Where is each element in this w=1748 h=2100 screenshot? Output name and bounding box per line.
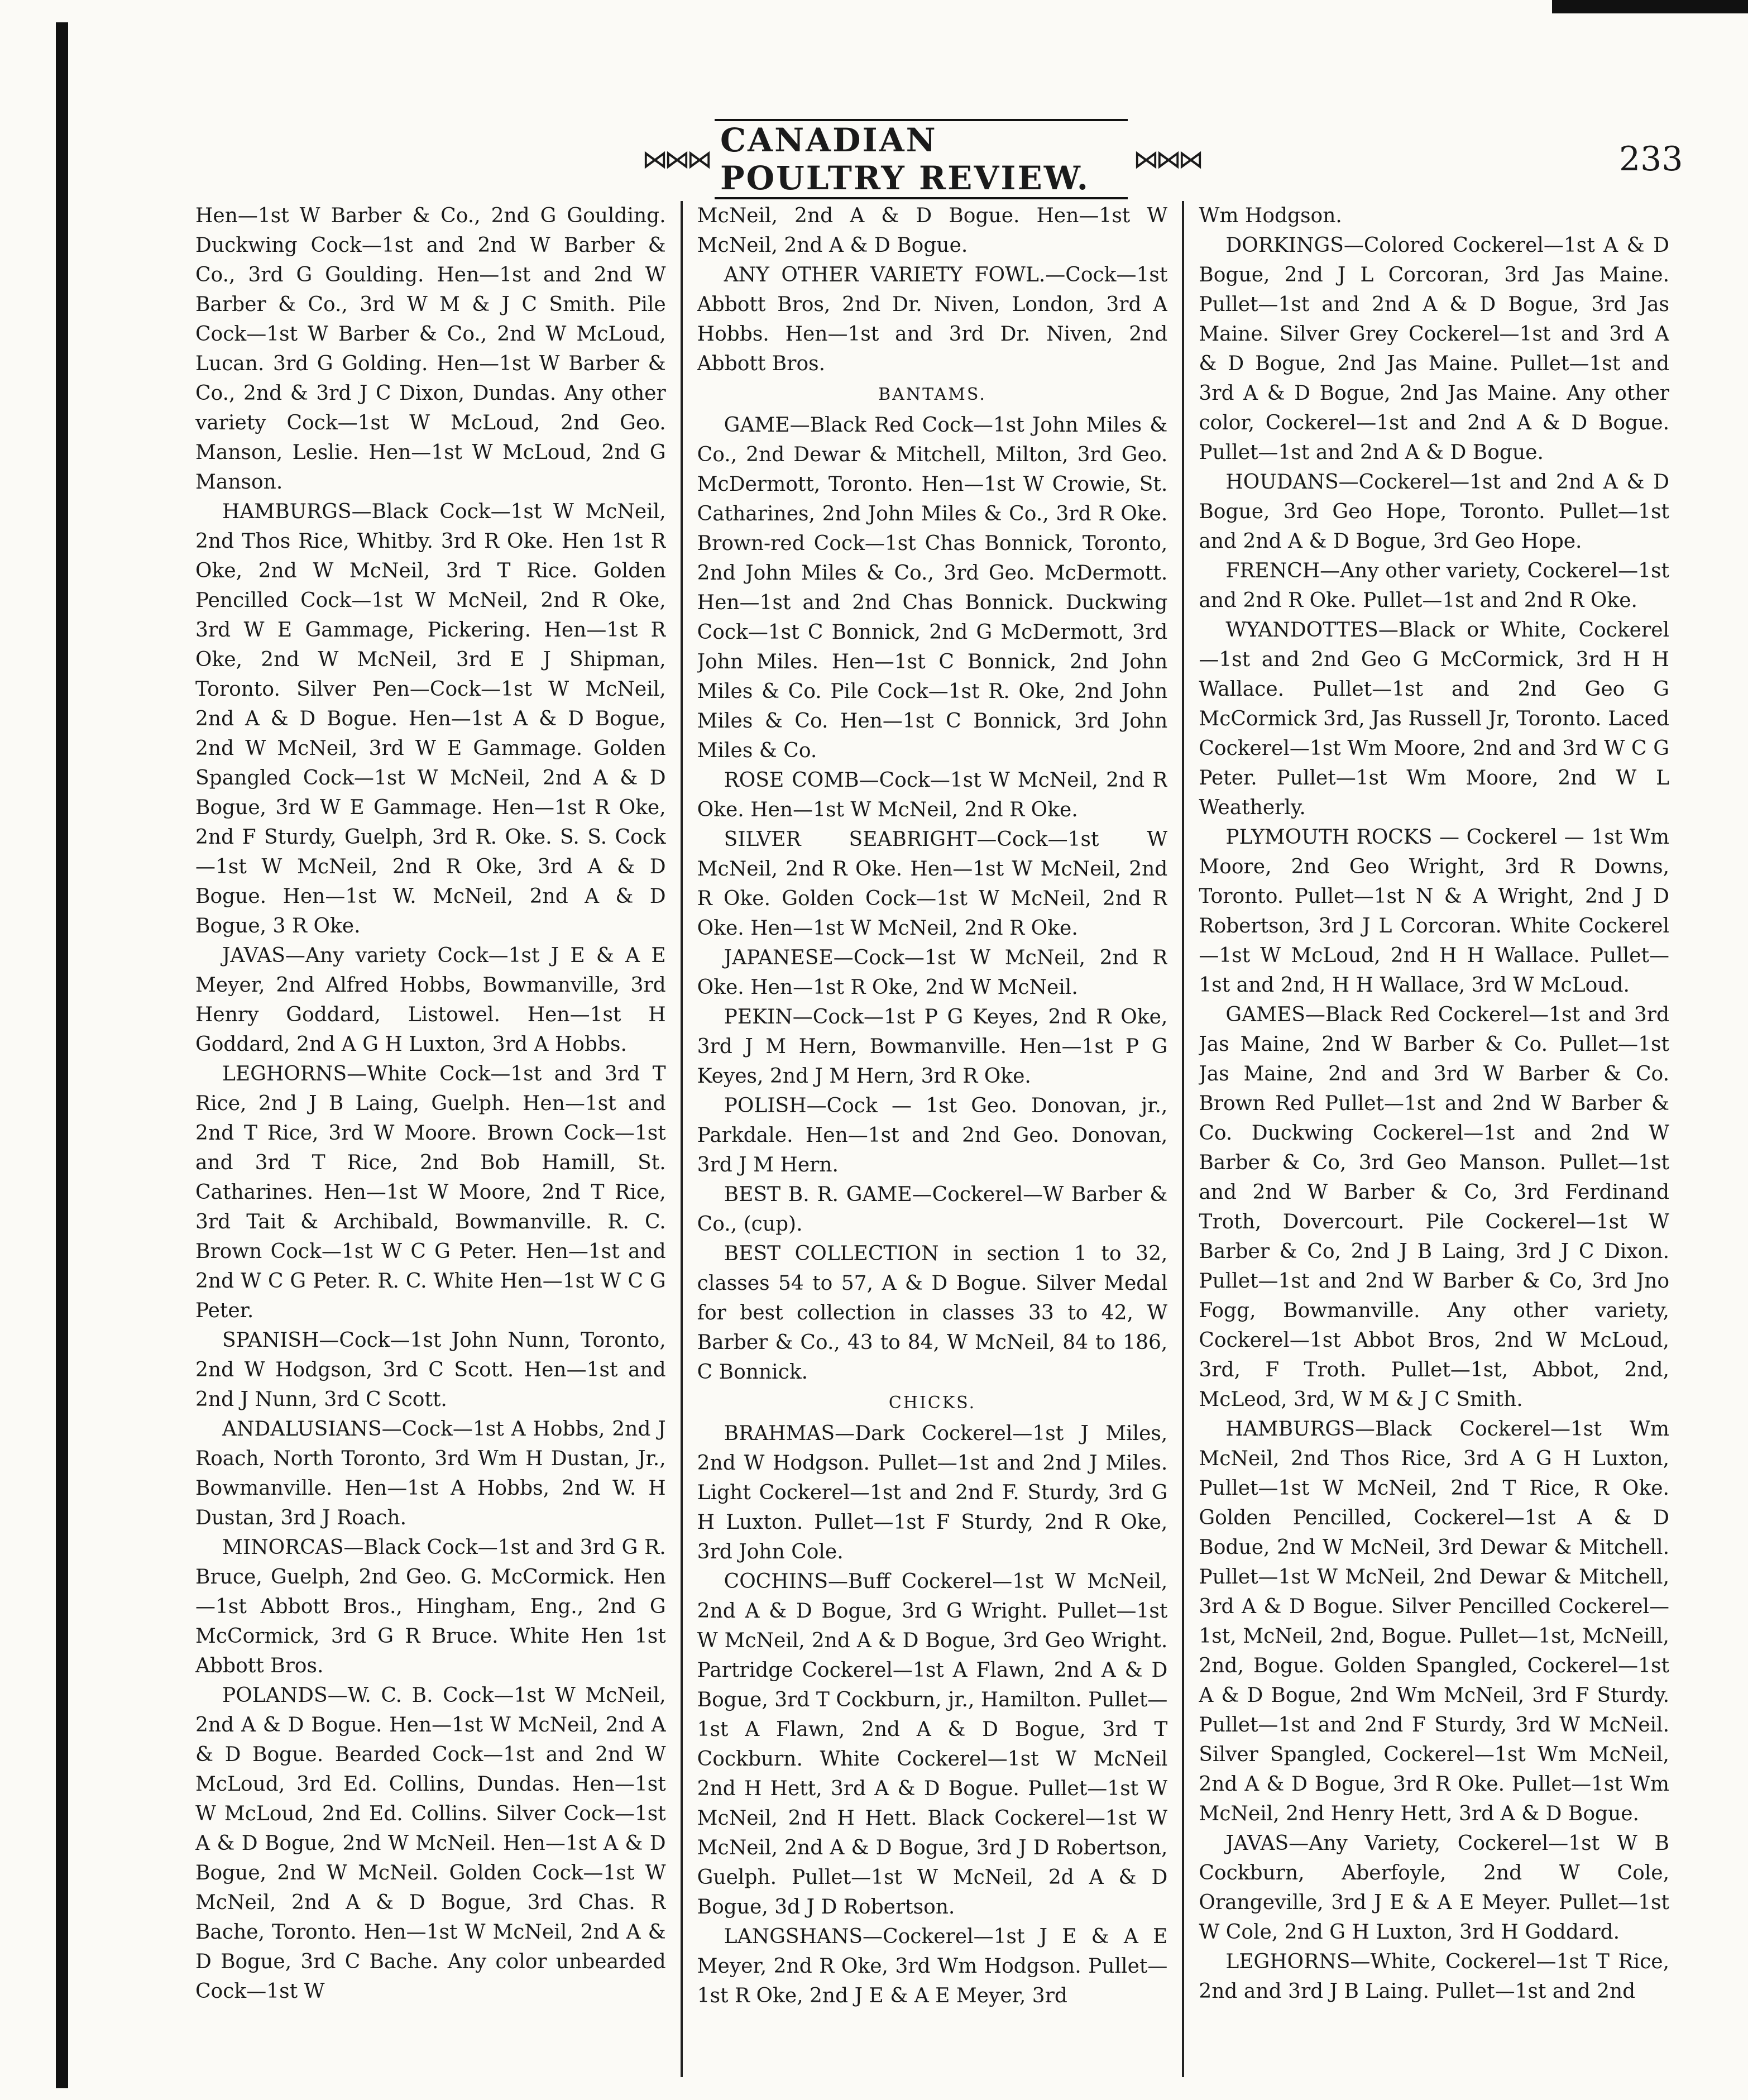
- paragraph: BEST B. R. GAME—Cockerel—W Barber & Co., (cup).: [697, 1183, 1168, 1236]
- paragraph: McNeil, 2nd A & D Bogue. Hen—1st W McNeil, 2nd A & D Bogue.: [697, 204, 1168, 257]
- paragraph: ANY OTHER VARIETY FOWL.—Cock—1st Abbott Bros, 2nd Dr. Niven, London, 3rd A Hobbs. Hen—1st and 3rd Dr. Niven, 2nd Abbott Bros.: [697, 264, 1168, 375]
- page-number: 233: [1619, 140, 1683, 179]
- paragraph: Hen—1st W Barber & Co., 2nd G Goulding. Duckwing Cock—1st and 2nd W Barber & Co., 3rd G Goulding. Hen—1st and 2nd W Barber & Co., 3rd W M & J C Smith. Pile Cock—1st W Barber & Co., 2nd W McLoud, Lucan. 3rd G Golding. Hen—1st W Barber & Co., 2nd & 3rd J C Dixon, Dundas. Any other variety Cock—1st W McLoud, 2nd Geo. Manson, Leslie. Hen—1st W McLoud, 2nd G Manson.: [195, 204, 666, 494]
- paragraph: SPANISH—Cock—1st John Nunn, Toronto, 2nd W Hodgson, 3rd C Scott. Hen—1st and 2nd J Nunn, 3rd C Scott.: [195, 1329, 666, 1411]
- text-columns: [195, 201, 1669, 2077]
- page-header: [642, 121, 1200, 197]
- left-border-bar: [56, 22, 68, 2088]
- paragraph: JAPANESE—Cock—1st W McNeil, 2nd R Oke. Hen—1st R Oke, 2nd W McNeil.: [697, 946, 1168, 999]
- paragraph: ANDALUSIANS—Cock—1st A Hobbs, 2nd J Roach, North Toronto, 3rd Wm H Dustan, Jr., Bowmanville. Hen—1st A Hobbs, 2nd W. H Dustan, 3rd J Roach.: [195, 1418, 666, 1529]
- column-rule: [681, 201, 683, 2077]
- paragraph: WYANDOTTES—Black or White, Cockerel—1st and 2nd Geo G McCormick, 3rd H H Wallace. Pullet—1st and 2nd Geo G McCormick 3rd, Jas Russell Jr, Toronto. Laced Cockerel—1st Wm Moore, 2nd and 3rd W C G Peter. Pullet—1st Wm Moore, 2nd W L Weatherly.: [1199, 619, 1670, 819]
- paragraph: POLISH—Cock — 1st Geo. Donovan, jr., Parkdale. Hen—1st and 2nd Geo. Donovan, 3rd J M Hern.: [697, 1094, 1168, 1176]
- paragraph: DORKINGS—Colored Cockerel—1st A & D Bogue, 2nd J L Corcoran, 3rd Jas Maine. Pullet—1st and 2nd A & D Bogue, 3rd Jas Maine. Silver Grey Cockerel—1st and 3rd A & D Bogue, 2nd Jas Maine. Pullet—1st and 3rd A & D Bogue, 2nd Jas Maine. Any other color, Cockerel—1st and 2nd A & D Bogue. Pullet—1st and 2nd A & D Bogue.: [1199, 234, 1670, 464]
- paragraph: PEKIN—Cock—1st P G Keyes, 2nd R Oke, 3rd J M Hern, Bowmanville. Hen—1st P G Keyes, 2nd J M Hern, 3rd R Oke.: [697, 1006, 1168, 1088]
- column-rule: [1182, 201, 1184, 2077]
- paragraph: BRAHMAS—Dark Cockerel—1st J Miles, 2nd W Hodgson. Pullet—1st and 2nd J Miles. Light Cockerel—1st and 2nd F. Sturdy, 3rd G H Luxton. Pullet—1st F Sturdy, 2nd R Oke, 3rd John Cole.: [697, 1422, 1168, 1563]
- section-heading: CHICKS.: [888, 1393, 976, 1413]
- paragraph: PLYMOUTH ROCKS — Cockerel — 1st Wm Moore, 2nd Geo Wright, 3rd R Downs, Toronto. Pullet—1st N & A Wright, 2nd J D Robertson, 3rd J L Corcoran. White Cockerel—1st W McLoud, 2nd H H Wallace. Pullet—1st and 2nd, H H Wallace, 3rd W McLoud.: [1199, 826, 1670, 997]
- column-2: [697, 201, 1168, 2077]
- top-border-bar: [1552, 0, 1748, 13]
- masthead-title: CANADIAN POULTRY REVIEW.: [715, 119, 1128, 199]
- paragraph: HAMBURGS—Black Cockerel—1st Wm McNeil, 2nd Thos Rice, 3rd A G H Luxton, Pullet—1st W McNeil, 2nd T Rice, R Oke. Golden Pencilled, Cockerel—1st A & D Bodue, 2nd W McNeil, 3rd Dewar & Mitchell. Pullet—1st W McNeil, 2nd Dewar & Mitchell, 3rd A & D Bogue. Silver Pencilled Cockerel—1st, McNeil, 2nd, Bogue. Pullet—1st, McNeill, 2nd, Bogue. Golden Spangled, Cockerel—1st A & D Bogue, 2nd Wm McNeil, 3rd F Sturdy. Pullet—1st and 2nd F Sturdy, 3rd W McNeil. Silver Spangled, Cockerel—1st Wm McNeil, 2nd A & D Bogue, 3rd R Oke. Pullet—1st Wm McNeil, 2nd Henry Hett, 3rd A & D Bogue.: [1199, 1418, 1670, 1825]
- paragraph: COCHINS—Buff Cockerel—1st W McNeil, 2nd A & D Bogue, 3rd G Wright. Pullet—1st W McNeil, 2nd A & D Bogue, 3rd Geo Wright. Partridge Cockerel—1st A Flawn, 2nd A & D Bogue, 3rd T Cockburn, jr., Hamilton. Pullet—1st A Flawn, 2nd A & D Bogue, 3rd T Cockburn. White Cockerel—1st W McNeil 2nd H Hett, 3rd A & D Bogue. Pullet—1st W McNeil, 2nd H Hett. Black Cockerel—1st W McNeil, 2nd A & D Bogue, 3rd J D Robertson, Guelph. Pullet—1st W McNeil, 2d A & D Bogue, 3d J D Robertson.: [697, 1570, 1168, 1919]
- column-3: [1199, 201, 1669, 2077]
- paragraph: GAMES—Black Red Cockerel—1st and 3rd Jas Maine, 2nd W Barber & Co. Pullet—1st Jas Maine, 2nd and 3rd W Barber & Co. Brown Red Pullet—1st and 2nd W Barber & Co. Duckwing Cockerel—1st and 2nd W Barber & Co, 3rd Geo Manson. Pullet—1st and 2nd W Barber & Co, 3rd Ferdinand Troth, Dovercourt. Pile Cockerel—1st W Barber & Co, 2nd J B Laing, 3rd J C Dixon. Pullet—1st and 2nd W Barber & Co, 3rd Jno Fogg, Bowmanville. Any other variety, Cockerel—1st Abbot Bros, 2nd W McLoud, 3rd, F Troth. Pullet—1st, Abbot, 2nd, McLeod, 3rd, W M & J C Smith.: [1199, 1003, 1670, 1411]
- paragraph: GAME—Black Red Cock—1st John Miles & Co., 2nd Dewar & Mitchell, Milton, 3rd Geo. McDermott, Toronto. Hen—1st W Crowie, St. Catharines, 2nd John Miles & Co., 3rd R Oke. Brown-red Cock—1st Chas Bonnick, Toronto, 2nd John Miles & Co., 3rd Geo. McDermott. Hen—1st and 2nd Chas Bonnick. Duckwing Cock—1st C Bonnick, 2nd G McDermott, 3rd John Miles. Hen—1st C Bonnick, 2nd John Miles & Co. Pile Cock—1st R. Oke, 2nd John Miles & Co. Hen—1st C Bonnick, 3rd John Miles & Co.: [697, 414, 1168, 762]
- paragraph: POLANDS—W. C. B. Cock—1st W McNeil, 2nd A & D Bogue. Hen—1st W McNeil, 2nd A & D Bogue. Bearded Cock—1st and 2nd W McLoud, 3rd Ed. Collins, Dundas. Hen—1st W McLoud, 2nd Ed. Collins. Silver Cock—1st A & D Bogue, 2nd W McNeil. Hen—1st A & D Bogue, 2nd W McNeil. Golden Cock—1st W McNeil, 2nd A & D Bogue, 3rd Chas. R Bache, Toronto. Hen—1st W McNeil, 2nd A & D Bogue, 3rd C Bache. Any color unbearded Cock—1st W: [195, 1684, 666, 2003]
- paragraph: LANGSHANS—Cockerel—1st J E & A E Meyer, 2nd R Oke, 3rd Wm Hodgson. Pullet—1st R Oke, 2nd J E & A E Meyer, 3rd: [697, 1925, 1168, 2007]
- paragraph: BEST COLLECTION in section 1 to 32, classes 54 to 57, A & D Bogue. Silver Medal for best collection in classes 33 to 42, W Barber & Co., 43 to 84, W McNeil, 84 to 186, C Bonnick.: [697, 1242, 1168, 1384]
- paragraph: SILVER SEABRIGHT—Cock—1st W McNeil, 2nd R Oke. Hen—1st W McNeil, 2nd R Oke. Golden Cock—1st W McNeil, 2nd R Oke. Hen—1st W McNeil, 2nd R Oke.: [697, 828, 1168, 940]
- column-1: [195, 201, 666, 2077]
- ornament-left: ⋈⋈⋈: [642, 144, 709, 174]
- paragraph: LEGHORNS—White, Cockerel—1st T Rice, 2nd and 3rd J B Laing. Pullet—1st and 2nd: [1199, 1950, 1670, 2003]
- paragraph: ROSE COMB—Cock—1st W McNeil, 2nd R Oke. Hen—1st W McNeil, 2nd R Oke.: [697, 769, 1168, 821]
- ornament-right: ⋈⋈⋈: [1133, 144, 1200, 174]
- paragraph: MINORCAS—Black Cock—1st and 3rd G R. Bruce, Guelph, 2nd Geo. G. McCormick. Hen—1st Abbott Bros., Hingham, Eng., 2nd G McCormick, 3rd G R Bruce. White Hen 1st Abbott Bros.: [195, 1536, 666, 1677]
- paragraph: HAMBURGS—Black Cock—1st W McNeil, 2nd Thos Rice, Whitby. 3rd R Oke. Hen 1st R Oke, 2nd W McNeil, 3rd T Rice. Golden Pencilled Cock—1st W McNeil, 2nd R Oke, 3rd W E Gammage, Pickering. Hen—1st R Oke, 2nd W McNeil, 3rd E J Shipman, Toronto. Silver Pen—Cock—1st W McNeil, 2nd A & D Bogue. Hen—1st A & D Bogue, 2nd W McNeil, 3rd W E Gammage. Golden Spangled Cock—1st W McNeil, 2nd A & D Bogue, 3rd W E Gammage. Hen—1st R Oke, 2nd F Sturdy, Guelph, 3rd R. Oke. S. S. Cock—1st W McNeil, 2nd R Oke, 3rd A & D Bogue. Hen—1st W. McNeil, 2nd A & D Bogue, 3 R Oke.: [195, 500, 666, 937]
- paragraph: FRENCH—Any other variety, Cockerel—1st and 2nd R Oke. Pullet—1st and 2nd R Oke.: [1199, 559, 1670, 612]
- paragraph: JAVAS—Any variety Cock—1st J E & A E Meyer, 2nd Alfred Hobbs, Bowmanville, 3rd Henry Goddard, Listowel. Hen—1st H Goddard, 2nd A G H Luxton, 3rd A Hobbs.: [195, 944, 666, 1056]
- paragraph: LEGHORNS—White Cock—1st and 3rd T Rice, 2nd J B Laing, Guelph. Hen—1st and 2nd T Rice, 3rd W Moore. Brown Cock—1st and 3rd T Rice, 2nd Bob Hamill, St. Catharines. Hen—1st W Moore, 2nd T Rice, 3rd Tait & Archibald, Bowmanville. R. C. Brown Cock—1st W C G Peter. Hen—1st and 2nd W C G Peter. R. C. White Hen—1st W C G Peter.: [195, 1063, 666, 1322]
- paragraph: Wm Hodgson.: [1199, 204, 1342, 227]
- paragraph: JAVAS—Any Variety, Cockerel—1st W B Cockburn, Aberfoyle, 2nd W Cole, Orangeville, 3rd J E & A E Meyer. Pullet—1st W Cole, 2nd G H Luxton, 3rd H Goddard.: [1199, 1832, 1670, 1944]
- paragraph: HOUDANS—Cockerel—1st and 2nd A & D Bogue, 3rd Geo Hope, Toronto. Pullet—1st and 2nd A & D Bogue, 3rd Geo Hope.: [1199, 471, 1670, 553]
- section-heading: BANTAMS.: [878, 385, 986, 404]
